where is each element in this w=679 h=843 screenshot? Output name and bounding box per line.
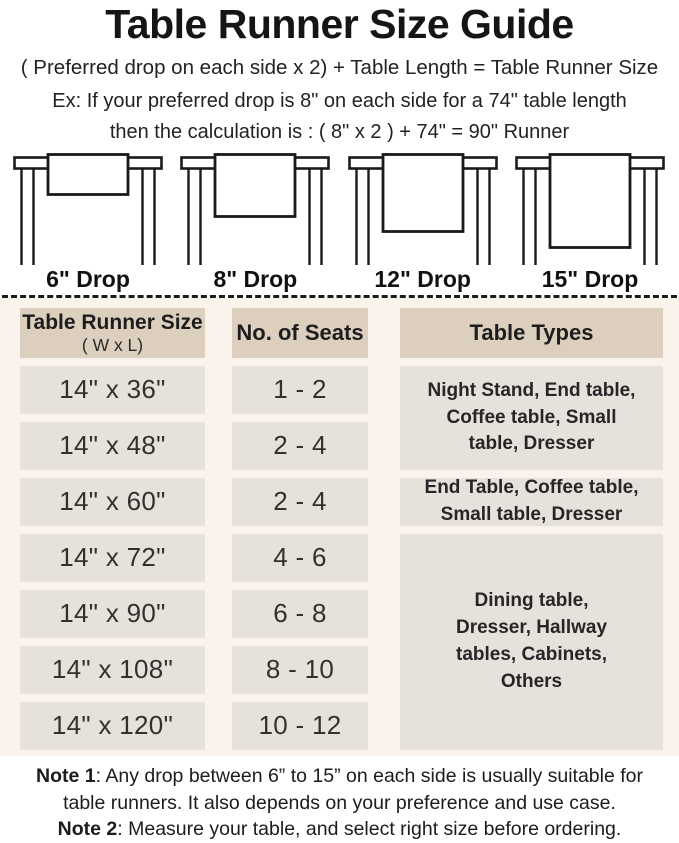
size-cell: 14" x 120" bbox=[20, 702, 205, 750]
note-1-label: Note 1 bbox=[35, 764, 96, 787]
note-1-line-1 bbox=[0, 763, 679, 790]
table-illustration-12in bbox=[348, 153, 498, 292]
table-runner-diagram-icon bbox=[348, 153, 498, 265]
runner-shape bbox=[215, 154, 295, 216]
runner-shape bbox=[48, 154, 128, 194]
column-header-seats bbox=[232, 308, 368, 358]
table-illustration-8in bbox=[180, 153, 330, 292]
formula-text: ( Preferred drop on each side x 2) + Table Length = Table Runner Size bbox=[20, 55, 659, 79]
example-line-2: then the calculation is : ( 8" x 2 ) + 74" = 90" Runner bbox=[109, 120, 570, 143]
seats-cell: 8 - 10 bbox=[232, 646, 368, 694]
column-table-types bbox=[400, 308, 663, 750]
drop-label: 8" Drop bbox=[213, 265, 298, 292]
notes-block bbox=[0, 763, 679, 843]
runner-shape bbox=[550, 154, 630, 247]
types-line: Coffee table, Small bbox=[446, 406, 617, 428]
table-illustration-6in bbox=[13, 153, 163, 292]
header-text: Table Types bbox=[469, 319, 594, 345]
types-line: Small table, Dresser bbox=[440, 503, 623, 525]
page-title: Table Runner Size Guide bbox=[105, 1, 574, 47]
table-types-cell-small-tables bbox=[400, 366, 663, 470]
drop-label: 6" Drop bbox=[46, 265, 130, 292]
column-runner-size bbox=[20, 308, 205, 750]
types-line: Dresser, Hallway bbox=[455, 617, 608, 639]
table-leg-shape bbox=[523, 167, 535, 265]
table-runner-diagram-icon bbox=[180, 153, 330, 265]
seats-cell: 2 - 4 bbox=[232, 478, 368, 526]
size-table bbox=[0, 298, 679, 756]
seats-cell: 6 - 8 bbox=[232, 590, 368, 638]
table-leg-shape bbox=[189, 167, 201, 265]
table-runner-diagram-icon bbox=[515, 153, 665, 265]
example-line-1: Ex: If your preferred drop is 8" on each side for a 74" table length bbox=[52, 89, 627, 112]
types-line: Others bbox=[500, 670, 563, 692]
drop-label: 15" Drop bbox=[541, 265, 639, 292]
table-leg-shape bbox=[310, 167, 322, 265]
note-2-line bbox=[0, 816, 679, 843]
seats-cell: 2 - 4 bbox=[232, 422, 368, 470]
seats-cell: 4 - 6 bbox=[232, 534, 368, 582]
column-header-runner-size bbox=[20, 308, 205, 358]
drop-illustrations-row bbox=[0, 150, 679, 292]
header-text: No. of Seats bbox=[236, 319, 364, 345]
size-cell: 14" x 36" bbox=[20, 366, 205, 414]
size-cell: 14" x 48" bbox=[20, 422, 205, 470]
header-block bbox=[0, 0, 679, 145]
table-leg-shape bbox=[22, 167, 34, 265]
column-header-table-types bbox=[400, 308, 663, 358]
table-types-cell-large-tables bbox=[400, 534, 663, 750]
column-seats bbox=[232, 308, 368, 750]
drop-label: 12" Drop bbox=[374, 265, 471, 292]
size-cell: 14" x 108" bbox=[20, 646, 205, 694]
note-1-line-2: table runners. It also depends on your preference and use case. bbox=[63, 791, 616, 814]
runner-shape bbox=[383, 154, 463, 231]
header-text: Table Runner Size bbox=[22, 310, 203, 334]
table-leg-shape bbox=[644, 167, 656, 265]
table-leg-shape bbox=[143, 167, 155, 265]
size-cell: 14" x 90" bbox=[20, 590, 205, 638]
types-line: tables, Cabinets, bbox=[456, 643, 607, 665]
table-illustration-15in bbox=[515, 153, 665, 292]
table-leg-shape bbox=[356, 167, 368, 265]
seats-cell: 1 - 2 bbox=[232, 366, 368, 414]
types-line: Night Stand, End table, bbox=[427, 379, 636, 401]
types-line: End Table, Coffee table, bbox=[424, 477, 639, 499]
table-types-cell-medium-tables bbox=[400, 478, 663, 526]
size-cell: 14" x 60" bbox=[20, 478, 205, 526]
note-2-text: : Measure your table, and select right size before ordering. bbox=[117, 818, 622, 841]
types-line: Dining table, bbox=[474, 590, 589, 612]
header-subtext: ( W x L) bbox=[81, 334, 144, 355]
note-2-label: Note 2 bbox=[57, 818, 118, 841]
types-line: table, Dresser bbox=[468, 433, 595, 455]
table-runner-diagram-icon bbox=[13, 153, 163, 265]
note-1-text: : Any drop between 6” to 15” on each side is usually suitable for bbox=[95, 764, 644, 787]
table-leg-shape bbox=[477, 167, 489, 265]
size-cell: 14" x 72" bbox=[20, 534, 205, 582]
seats-cell: 10 - 12 bbox=[232, 702, 368, 750]
